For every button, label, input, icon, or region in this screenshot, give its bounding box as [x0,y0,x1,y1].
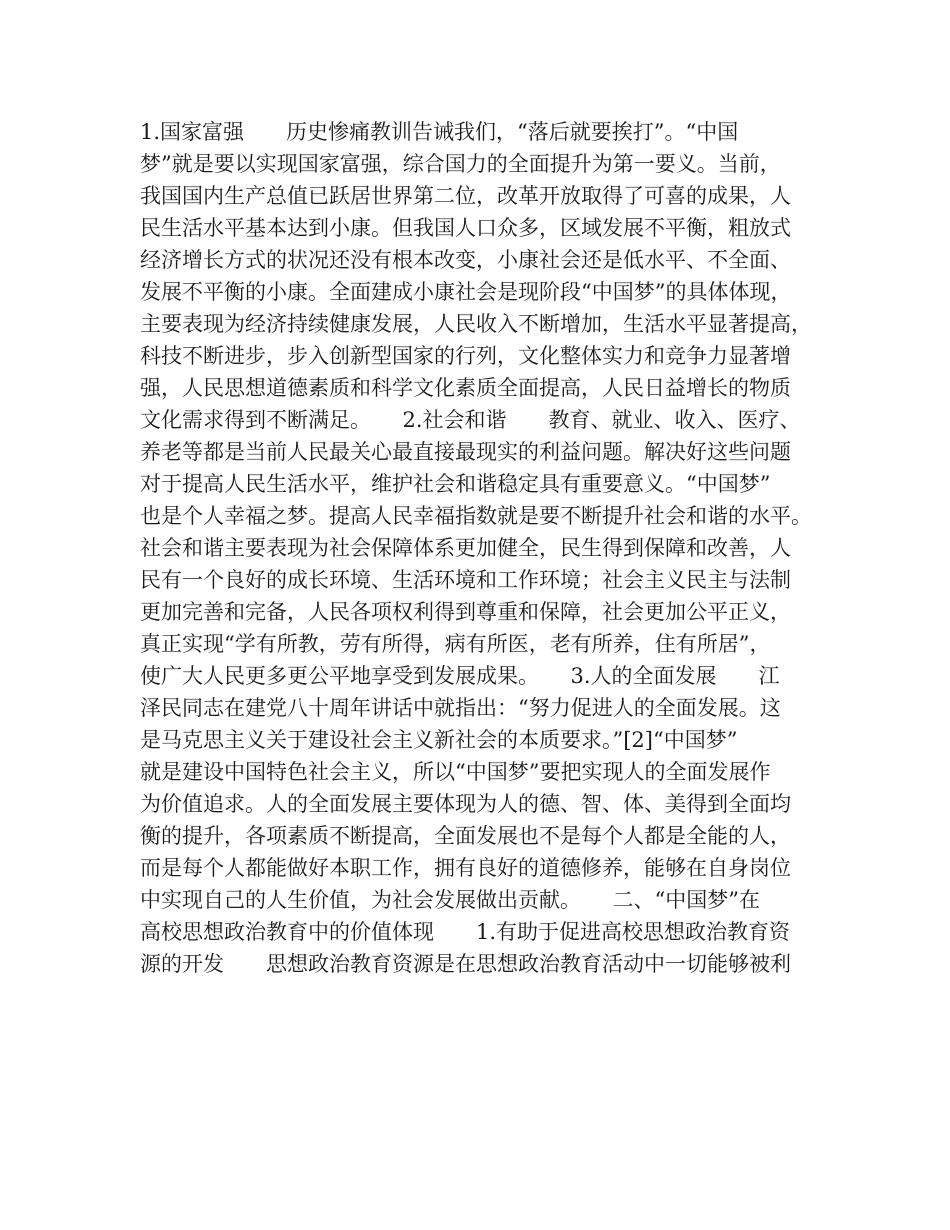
text-line-2: 梦”就是要以实现国家富强，综合国力的全面提升为第一要义。当前， [140,152,781,176]
text-line-23: 衡的提升，各项素质不断提高，全面发展也不是每个人都是全能的人， [140,824,791,848]
text-line-11: 养老等都是当前人民最关心最直接最现实的利益问题。解决好这些问题 [140,440,791,464]
text-line-17: 真正实现“学有所教，劳有所得，病有所医，老有所养，住有所居”， [140,632,771,656]
text-line-27: 源的开发 思想政治教育资源是在思想政治教育活动中一切能够被利 [140,952,791,976]
text-line-15: 民有一个良好的成长环境、生活环境和工作环境；社会主义民主与法制 [140,568,791,592]
text-line-4: 民生活水平基本达到小康。但我国人口众多，区域发展不平衡，粗放式 [140,216,791,240]
text-line-22: 为价值追求。人的全面发展主要体现为人的德、智、体、美得到全面均 [140,792,791,816]
text-line-3: 我国国内生产总值已跃居世界第二位，改革开放取得了可喜的成果，人 [140,184,791,208]
text-line-8: 科技不断进步，步入创新型国家的行列，文化整体实力和竞争力显著增 [140,344,791,368]
body-text [140,116,830,980]
text-line-5: 经济增长方式的状况还没有根本改变，小康社会还是低水平、不全面、 [140,248,791,272]
text-line-18: 使广大人民更多更公平地享受到发展成果。 3.人的全面发展 江 [140,664,780,688]
text-line-7: 主要表现为经济持续健康发展，人民收入不断增加，生活水平显著提高， [140,312,812,336]
text-line-25: 中实现自己的人生价值，为社会发展做出贡献。 二、“中国梦”在 [140,888,760,912]
text-line-20: 是马克思主义关于建设社会主义新社会的本质要求。”[2]“中国梦” [140,728,738,752]
text-line-14: 社会和谐主要表现为社会保障体系更加健全，民生得到保障和改善，人 [140,536,791,560]
text-line-12: 对于提高人民生活水平，维护社会和谐稳定具有重要意义。“中国梦” [140,472,771,496]
text-line-1: 1.国家富强 历史惨痛教训告诫我们，“落后就要挨打”。“中国 [140,120,739,144]
text-line-10: 文化需求得到不断满足。 2.社会和谐 教育、就业、收入、医疗、 [140,408,801,432]
text-line-19: 泽民同志在建党八十周年讲话中就指出：“努力促进人的全面发展。这 [140,696,781,720]
text-line-24: 而是每个人都能做好本职工作，拥有良好的道德修养，能够在自身岗位 [140,856,791,880]
text-line-26: 高校思想政治教育中的价值体现 1.有助于促进高校思想政治教育资 [140,920,791,944]
text-line-21: 就是建设中国特色社会主义，所以“中国梦”要把实现人的全面发展作 [140,760,771,784]
text-line-9: 强，人民思想道德素质和科学文化素质全面提高，人民日益增长的物质 [140,376,791,400]
text-line-16: 更加完善和完备，人民各项权利得到尊重和保障，社会更加公平正义， [140,600,791,624]
text-line-6: 发展不平衡的小康。全面建成小康社会是现阶段“中国梦”的具体体现， [140,280,792,304]
text-line-13: 也是个人幸福之梦。提高人民幸福指数就是要不断提升社会和谐的水平。 [140,504,812,528]
